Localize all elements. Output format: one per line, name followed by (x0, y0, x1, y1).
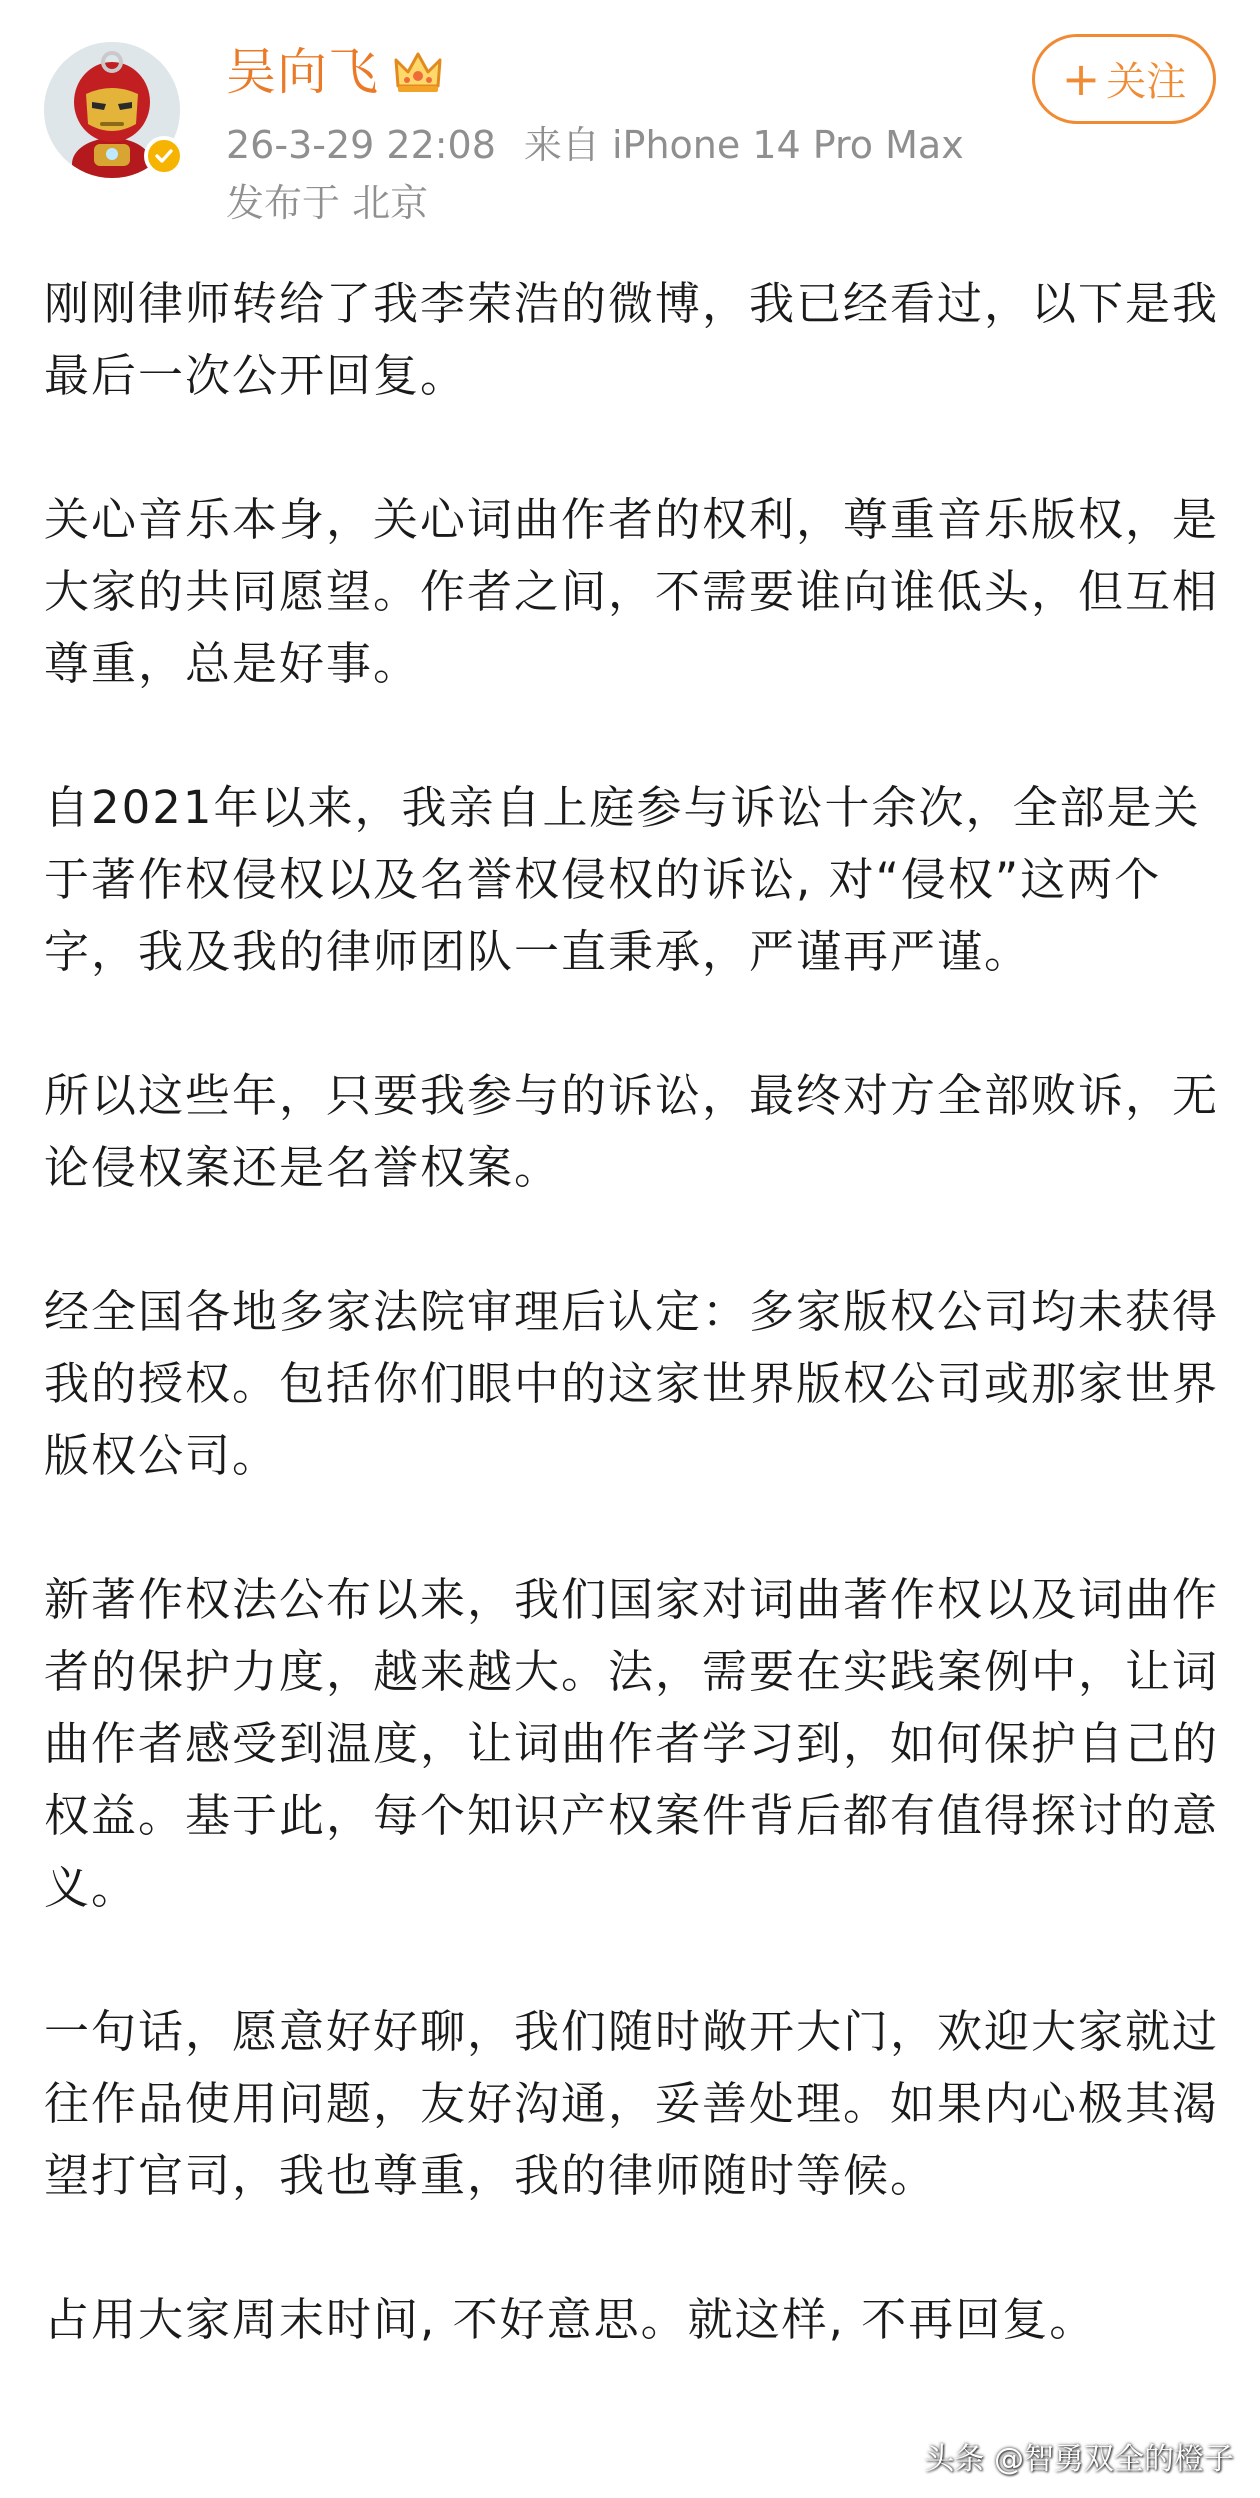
author-name[interactable]: 吴向飞 (226, 43, 379, 101)
watermark: 头条 @智勇双全的橙子 (924, 2442, 1234, 2477)
post-date: 26-3-29 22:08 (226, 123, 496, 167)
post-paragraph: 所以这些年，只要我参与的诉讼，最终对方全部败诉，无论侵权案还是名誉权案。 (44, 1069, 1220, 1194)
post-location: 发布于 北京 (226, 181, 429, 225)
plus-icon: + (1061, 52, 1101, 106)
post-paragraph: 刚刚律师转给了我李荣浩的微博，我已经看过，以下是我最后一次公开回复。 (44, 277, 1220, 402)
follow-button[interactable] (1032, 34, 1216, 124)
post-header (0, 0, 1260, 240)
post-body (44, 268, 1224, 2428)
post-source: 来自 iPhone 14 Pro Max (523, 123, 964, 167)
post-meta (226, 120, 964, 170)
post-paragraph: 占用大家周末时间, 不好意思。就这样, 不再回复。 (44, 2293, 1097, 2346)
follow-label: 关注 (1106, 59, 1187, 105)
crown-icon[interactable] (392, 48, 444, 96)
avatar[interactable] (44, 42, 180, 178)
post-paragraph: 经全国各地多家法院审理后认定：多家版权公司均未获得我的授权。包括你们眼中的这家世界版权公司或那家世界版权公司。 (44, 1285, 1220, 1482)
verified-badge-icon (144, 136, 184, 176)
post-paragraph: 自2021年以来，我亲自上庭参与诉讼十余次，全部是关于著作权侵权以及名誉权侵权的诉讼, 对“侵权”这两个字，我及我的律师团队一直秉承，严谨再严谨。 (44, 781, 1201, 978)
post-paragraph: 新著作权法公布以来，我们国家对词曲著作权以及词曲作者的保护力度，越来越大。法，需要在实践案例中，让词曲作者感受到温度，让词曲作者学习到，如何保护自己的权益。基于此，每个知识产权案件背后都有值得探讨的意义。 (44, 1573, 1220, 1914)
post-paragraph: 一句话，愿意好好聊，我们随时敞开大门，欢迎大家就过往作品使用问题，友好沟通，妥善处理。如果内心极其渴望打官司，我也尊重，我的律师随时等候。 (44, 2005, 1220, 2202)
post-paragraph: 关心音乐本身，关心词曲作者的权利，尊重音乐版权，是大家的共同愿望。作者之间，不需要谁向谁低头，但互相尊重，总是好事。 (44, 493, 1220, 690)
